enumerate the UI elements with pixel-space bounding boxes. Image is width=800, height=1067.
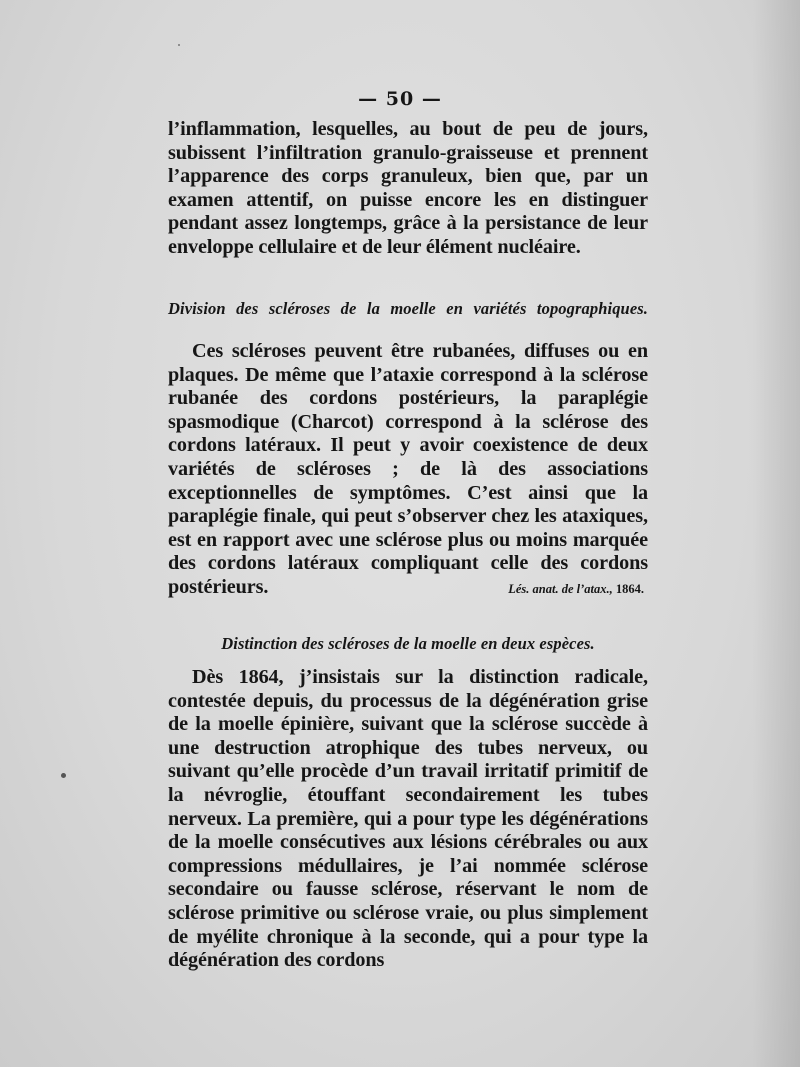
- citation-year: 1864.: [615, 582, 644, 596]
- paragraph-continuation: [168, 118, 648, 260]
- citation-reference: [168, 582, 644, 597]
- paragraph-2: Ces scléroses peuvent être rubanées, diffuses ou en plaques. De même que l’ataxie correspond à la sclérose rubanée des cordons postérieurs, la paraplégie spasmodique (Charcot) correspond à la sclérose des cordons latéraux. Il peut y avoir coexistence de deux variétés de scléroses ; de là des associations exceptionnelles de symptômes. C’est ainsi que la paraplégie finale, qui peut s’observer chez les ataxiques, est en rapport avec une sclérose plus ou moins marquée des cordons latéraux compliquant celle des cordons postérieurs.: [168, 340, 648, 598]
- gutter-shadow: [752, 0, 800, 1067]
- paragraph-block-2: [168, 340, 648, 600]
- margin-speck: [61, 773, 66, 778]
- paragraph-block-3: [168, 666, 648, 973]
- paragraph-1: l’inflammation, lesquelles, au bout de peu de jours, subissent l’infiltration granulo-graisseuse et prennent l’apparence des corps granuleux, bien que, par un examen attentif, on puisse encore les en distinguer pendant assez longtemps, grâce à la persistance de leur enveloppe cellulaire et de leur élément nucléaire.: [168, 118, 648, 258]
- section-heading-topographic: Division des scléroses de la moelle en variétés topographiques.: [168, 299, 648, 318]
- section-heading-two-species: Distinction des scléroses de la moelle en deux espèces.: [221, 634, 595, 653]
- paper-speck: [178, 44, 180, 46]
- citation-work: Lés. anat. de l’atax.,: [508, 582, 613, 596]
- paragraph-3: Dès 1864, j’insistais sur la distinction radicale, contestée depuis, du processus de la dégénération grise de la moelle épinière, suivant que la sclérose succède à une destruction atrophique des tubes nerveux, ou suivant qu’elle procède d’un travail irritatif primitif de la névroglie, étouffant secondairement les tubes nerveux. La première, qui a pour type les dégénérations de la moelle consécutives aux lésions cérébrales ou aux compressions médullaires, je l’ai nommée sclérose secondaire ou fausse sclérose, réservant le nom de sclérose primitive ou sclérose vraie, ou plus simplement de myélite chronique à la seconde, qui a pour type la dégénération des cordons: [168, 666, 648, 972]
- page-number: — 50 —: [358, 88, 442, 110]
